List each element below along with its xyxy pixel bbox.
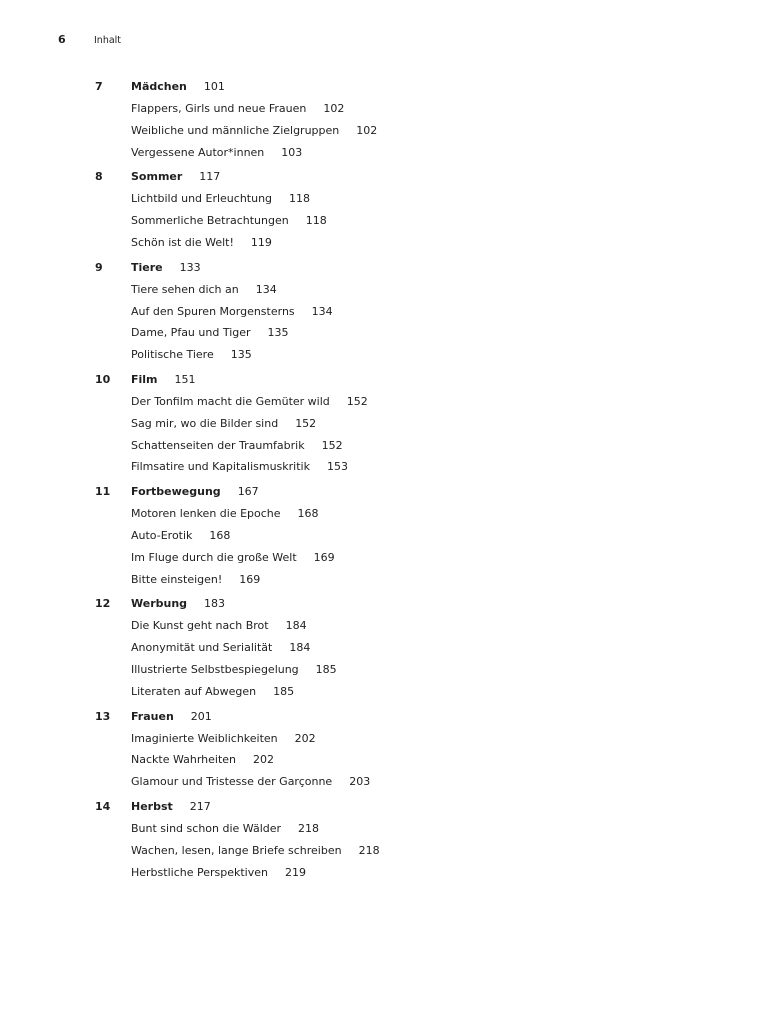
toc-subsection	[131, 283, 715, 305]
chapter-title: Sommer	[131, 170, 183, 184]
toc-subsection	[131, 192, 715, 214]
toc-subsection	[131, 844, 715, 866]
chapter-heading	[95, 710, 715, 732]
subsection-page: 202	[294, 731, 316, 745]
toc-subsection	[131, 348, 715, 370]
chapter-number: 7	[95, 80, 103, 93]
subsection-page: 119	[250, 235, 272, 249]
subsection-page: 184	[285, 619, 307, 633]
subsection-title: Schön ist die Welt!	[131, 235, 234, 249]
chapter-page: 101	[203, 80, 225, 93]
chapter-number: 8	[95, 170, 103, 184]
chapter-number: 10	[95, 372, 111, 386]
subsection-page: 202	[253, 753, 275, 767]
chapter-number: 11	[95, 485, 111, 499]
subsection-page: 169	[313, 550, 335, 564]
subsection-page: 152	[295, 416, 317, 430]
toc-subsection	[131, 551, 715, 573]
toc-chapter	[95, 373, 715, 482]
toc-subsection	[131, 146, 715, 168]
subsection-title: Glamour und Tristesse der Garçonne	[131, 775, 333, 789]
toc-chapter	[95, 80, 715, 167]
subsection-page: 185	[273, 684, 295, 698]
chapter-heading	[95, 80, 715, 102]
subsection-title: Anonymität und Serialität	[131, 641, 273, 655]
chapter-heading	[95, 800, 715, 822]
subsection-title: Sag mir, wo die Bilder sind	[131, 416, 279, 430]
toc-subsection	[131, 395, 715, 417]
subsection-title: Weibliche und männliche Zielgruppen	[131, 123, 340, 137]
subsection-page: 152	[321, 438, 343, 452]
subsection-page: 185	[315, 662, 337, 676]
chapter-title: Frauen	[131, 709, 174, 723]
subsection-list	[95, 192, 715, 257]
toc-subsection	[131, 529, 715, 551]
subsection-title: Tiere sehen dich an	[131, 282, 239, 296]
toc-subsection	[131, 753, 715, 775]
toc-chapter	[95, 261, 715, 370]
subsection-list	[95, 619, 715, 706]
toc-chapter	[95, 597, 715, 706]
subsection-list	[95, 507, 715, 594]
subsection-page: 118	[289, 192, 311, 206]
chapter-page: 217	[189, 799, 211, 813]
subsection-title: Der Tonfilm macht die Gemüter wild	[131, 394, 330, 408]
subsection-page: 102	[356, 123, 378, 137]
running-head-title: Inhalt	[94, 35, 122, 46]
subsection-page: 219	[284, 865, 306, 879]
toc-subsection	[131, 573, 715, 595]
subsection-page: 118	[305, 214, 327, 228]
subsection-list	[95, 395, 715, 482]
toc-subsection	[131, 866, 715, 888]
chapter-heading	[95, 373, 715, 395]
subsection-page: 169	[239, 572, 261, 586]
chapter-page: 167	[237, 485, 259, 499]
subsection-page: 103	[281, 145, 303, 159]
toc-subsection	[131, 305, 715, 327]
subsection-title: Dame, Pfau und Tiger	[131, 326, 251, 340]
chapter-number: 9	[95, 260, 103, 274]
toc-subsection	[131, 236, 715, 258]
subsection-page: 168	[297, 507, 319, 521]
subsection-title: Wachen, lesen, lange Briefe schreiben	[131, 843, 342, 857]
toc-subsection	[131, 641, 715, 663]
subsection-title: Filmsatire und Kapitalismuskritik	[131, 460, 310, 474]
subsection-page: 134	[311, 304, 333, 318]
subsection-page: 135	[267, 326, 289, 340]
subsection-list	[95, 102, 715, 167]
toc-chapter	[95, 485, 715, 594]
toc-subsection	[131, 685, 715, 707]
subsection-page: 135	[230, 348, 252, 362]
table-of-contents	[95, 80, 715, 890]
toc-subsection	[131, 439, 715, 461]
subsection-title: Herbstliche Perspektiven	[131, 865, 268, 879]
subsection-page: 184	[289, 641, 311, 655]
toc-subsection	[131, 214, 715, 236]
chapter-number: 13	[95, 709, 111, 723]
chapter-title: Herbst	[131, 799, 173, 813]
subsection-page: 152	[346, 394, 368, 408]
chapter-heading	[95, 597, 715, 619]
toc-subsection	[131, 619, 715, 641]
subsection-page: 218	[298, 821, 320, 835]
subsection-title: Illustrierte Selbstbespiegelung	[131, 662, 299, 676]
toc-subsection	[131, 732, 715, 754]
subsection-page: 203	[349, 775, 371, 789]
toc-subsection	[131, 775, 715, 797]
subsection-title: Auto-Erotik	[131, 528, 193, 542]
chapter-page: 117	[199, 170, 221, 184]
subsection-title: Politische Tiere	[131, 348, 214, 362]
toc-subsection	[131, 124, 715, 146]
chapter-title: Mädchen	[131, 80, 187, 93]
toc-subsection	[131, 102, 715, 124]
subsection-list	[95, 283, 715, 370]
chapter-heading	[95, 261, 715, 283]
toc-subsection	[131, 326, 715, 348]
page-number: 6	[58, 33, 66, 46]
subsection-title: Sommerliche Betrachtungen	[131, 214, 289, 228]
subsection-title: Schattenseiten der Traumfabrik	[131, 438, 305, 452]
subsection-title: Nackte Wahrheiten	[131, 753, 237, 767]
subsection-title: Flappers, Girls und neue Frauen	[131, 102, 307, 115]
subsection-title: Vergessene Autor*innen	[131, 145, 265, 159]
subsection-page: 153	[326, 460, 348, 474]
toc-subsection	[131, 460, 715, 482]
subsection-title: Lichtbild und Erleuchtung	[131, 192, 273, 206]
subsection-title: Im Fluge durch die große Welt	[131, 550, 297, 564]
chapter-title: Tiere	[131, 260, 163, 274]
chapter-heading	[95, 485, 715, 507]
chapter-heading	[95, 170, 715, 192]
subsection-title: Motoren lenken die Epoche	[131, 507, 281, 521]
subsection-title: Imaginierte Weiblichkeiten	[131, 731, 278, 745]
chapter-page: 133	[179, 260, 201, 274]
toc-chapter	[95, 800, 715, 887]
subsection-title: Bunt sind schon die Wälder	[131, 821, 282, 835]
chapter-title: Werbung	[131, 597, 188, 611]
toc-subsection	[131, 417, 715, 439]
chapter-title: Fortbewegung	[131, 485, 221, 499]
subsection-page: 134	[255, 282, 277, 296]
subsection-page: 218	[358, 843, 380, 857]
toc-subsection	[131, 822, 715, 844]
chapter-page: 201	[190, 709, 212, 723]
chapter-number: 14	[95, 799, 111, 813]
subsection-page: 168	[209, 528, 231, 542]
chapter-number: 12	[95, 597, 111, 611]
subsection-page: 102	[323, 102, 345, 115]
subsection-title: Literaten auf Abwegen	[131, 684, 257, 698]
running-head	[58, 33, 121, 49]
subsection-list	[95, 822, 715, 887]
chapter-title: Film	[131, 372, 158, 386]
toc-subsection	[131, 507, 715, 529]
subsection-title: Auf den Spuren Morgensterns	[131, 304, 295, 318]
toc-subsection	[131, 663, 715, 685]
subsection-title: Die Kunst geht nach Brot	[131, 619, 269, 633]
toc-chapter	[95, 710, 715, 797]
toc-chapter	[95, 170, 715, 257]
chapter-page: 183	[204, 597, 226, 611]
subsection-title: Bitte einsteigen!	[131, 572, 223, 586]
chapter-page: 151	[174, 372, 196, 386]
subsection-list	[95, 732, 715, 797]
